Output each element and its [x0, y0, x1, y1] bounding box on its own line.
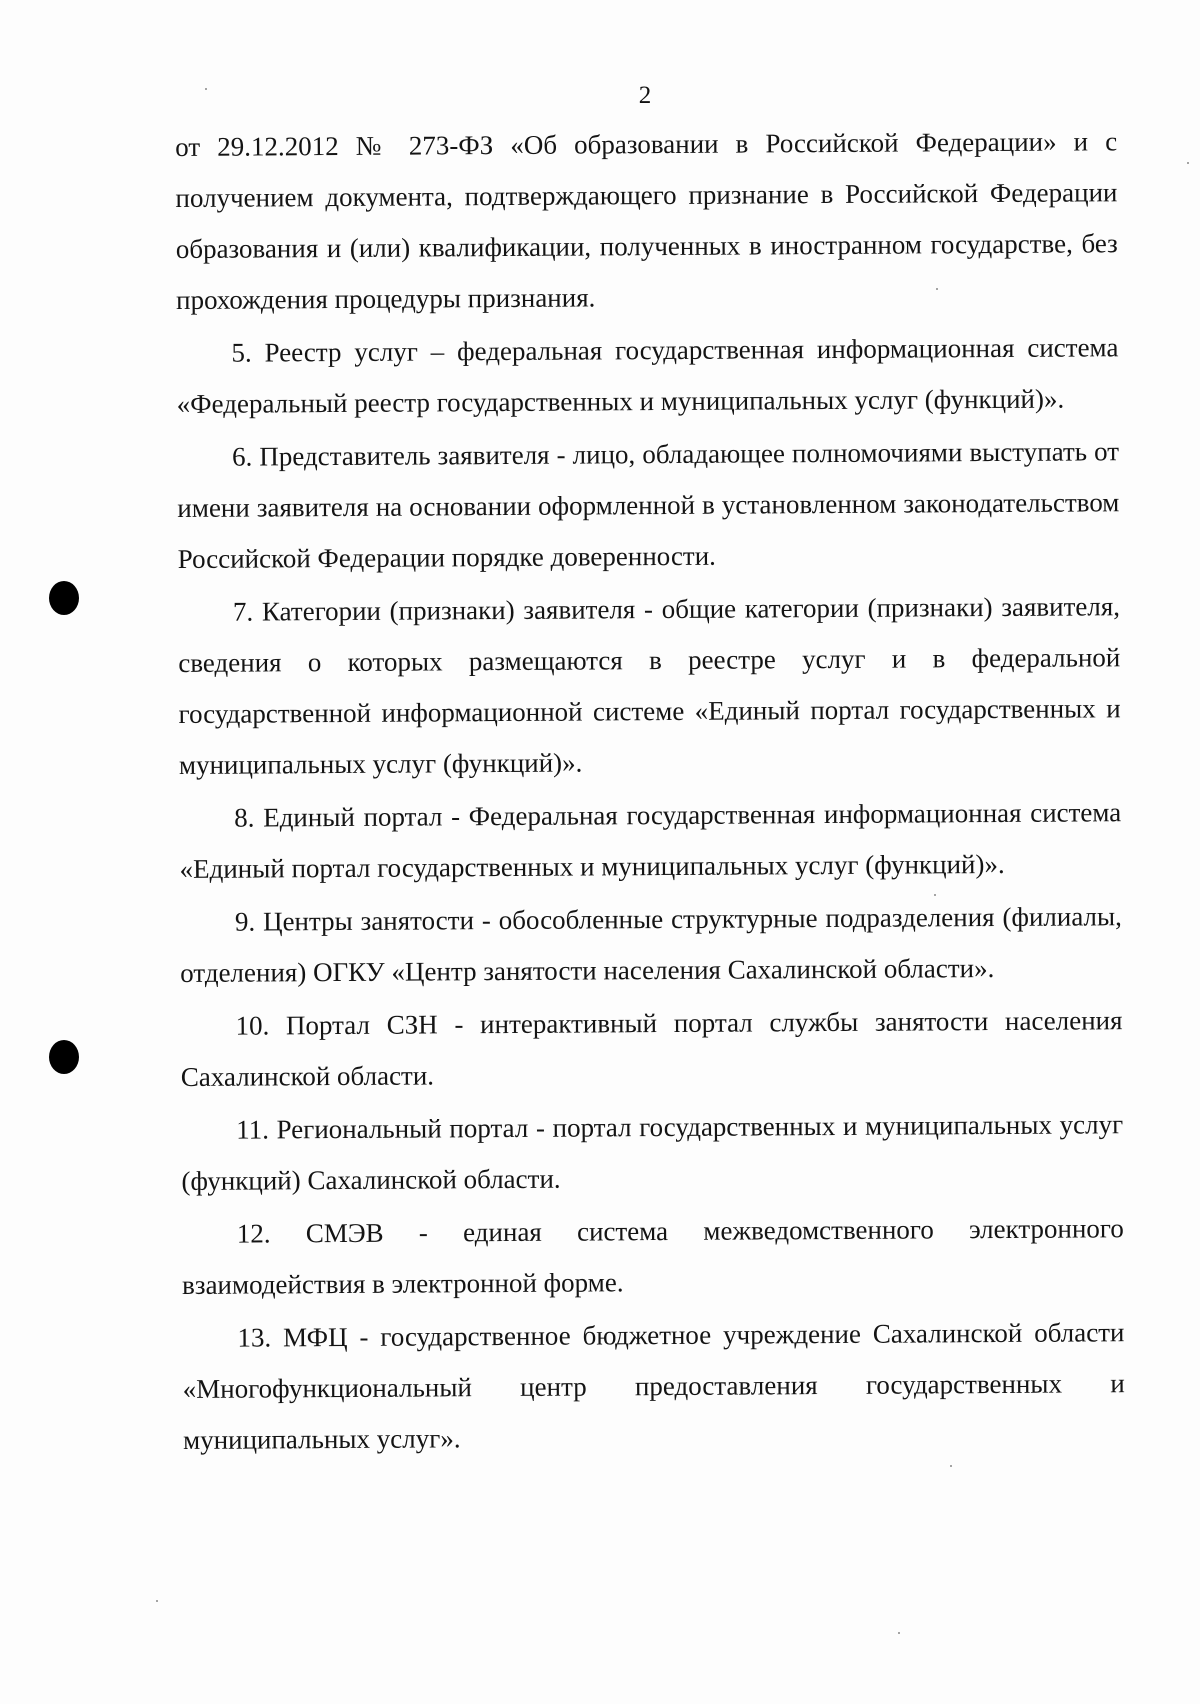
scan-speck: [156, 1600, 158, 1602]
document-body: [175, 116, 1125, 1466]
punch-hole-bottom: [49, 1040, 79, 1074]
paragraph-continuation: от 29.12.2012 № 273-ФЗ «Об образовании в Российской Федерации» и с получением документа, подтверждающего признание в Российской Федерации образования и (или) квалификации, полученных в иностранном государстве, без прохождения процедуры признания.: [175, 126, 1118, 315]
paragraph-5-services-registry: 5. Реестр услуг – федеральная государственная информационная система «Федеральный реестр государственных и муниципальных услуг (функций)».: [176, 332, 1119, 419]
paragraph-8-unified-portal: 8. Единый портал - Федеральная государственная информационная система «Единый портал государственных и муниципальных услуг (функций)».: [179, 797, 1122, 884]
scan-speck: [1187, 162, 1189, 164]
scan-speck: [205, 88, 207, 90]
paragraph-6-applicant-representative: 6. Представитель заявителя - лицо, обладающее полномочиями выступать от имени заявителя на основании оформленной в установленном законодательством Российской Федерации порядке доверенности.: [177, 436, 1120, 574]
paragraph-9-employment-centers: 9. Центры занятости - обособленные структурные подразделения (филиалы, отделения) ОГКУ «Центр занятости населения Сахалинской области».: [180, 901, 1122, 988]
paragraph-11-regional-portal: 11. Региональный портал - портал государственных и муниципальных услуг (функций) Сахалинской области.: [181, 1109, 1124, 1196]
punch-hole-top: [49, 581, 79, 615]
paragraph-10-szn-portal: 10. Портал СЗН - интерактивный портал службы занятости населения Сахалинской области.: [180, 1005, 1123, 1092]
scan-speck: [898, 1632, 900, 1634]
paragraph-13-mfc: 13. МФЦ - государственное бюджетное учреждение Сахалинской области «Многофункциональный центр предоставления государственных и муниципальных услуг».: [182, 1317, 1125, 1455]
scan-speck: [950, 1465, 952, 1467]
page-number: 2: [638, 82, 652, 109]
paragraph-7-applicant-categories: 7. Категории (признаки) заявителя - общие категории (признаки) заявителя, сведения о которых размещаются в реестре услуг и в федеральной государственной информационной системе «Единый портал государственных и муниципальных услуг (функций)».: [178, 591, 1121, 780]
paragraph-12-smev: 12. СМЭВ - единая система межведомственного электронного взаимодействия в электронной форме.: [182, 1213, 1124, 1300]
